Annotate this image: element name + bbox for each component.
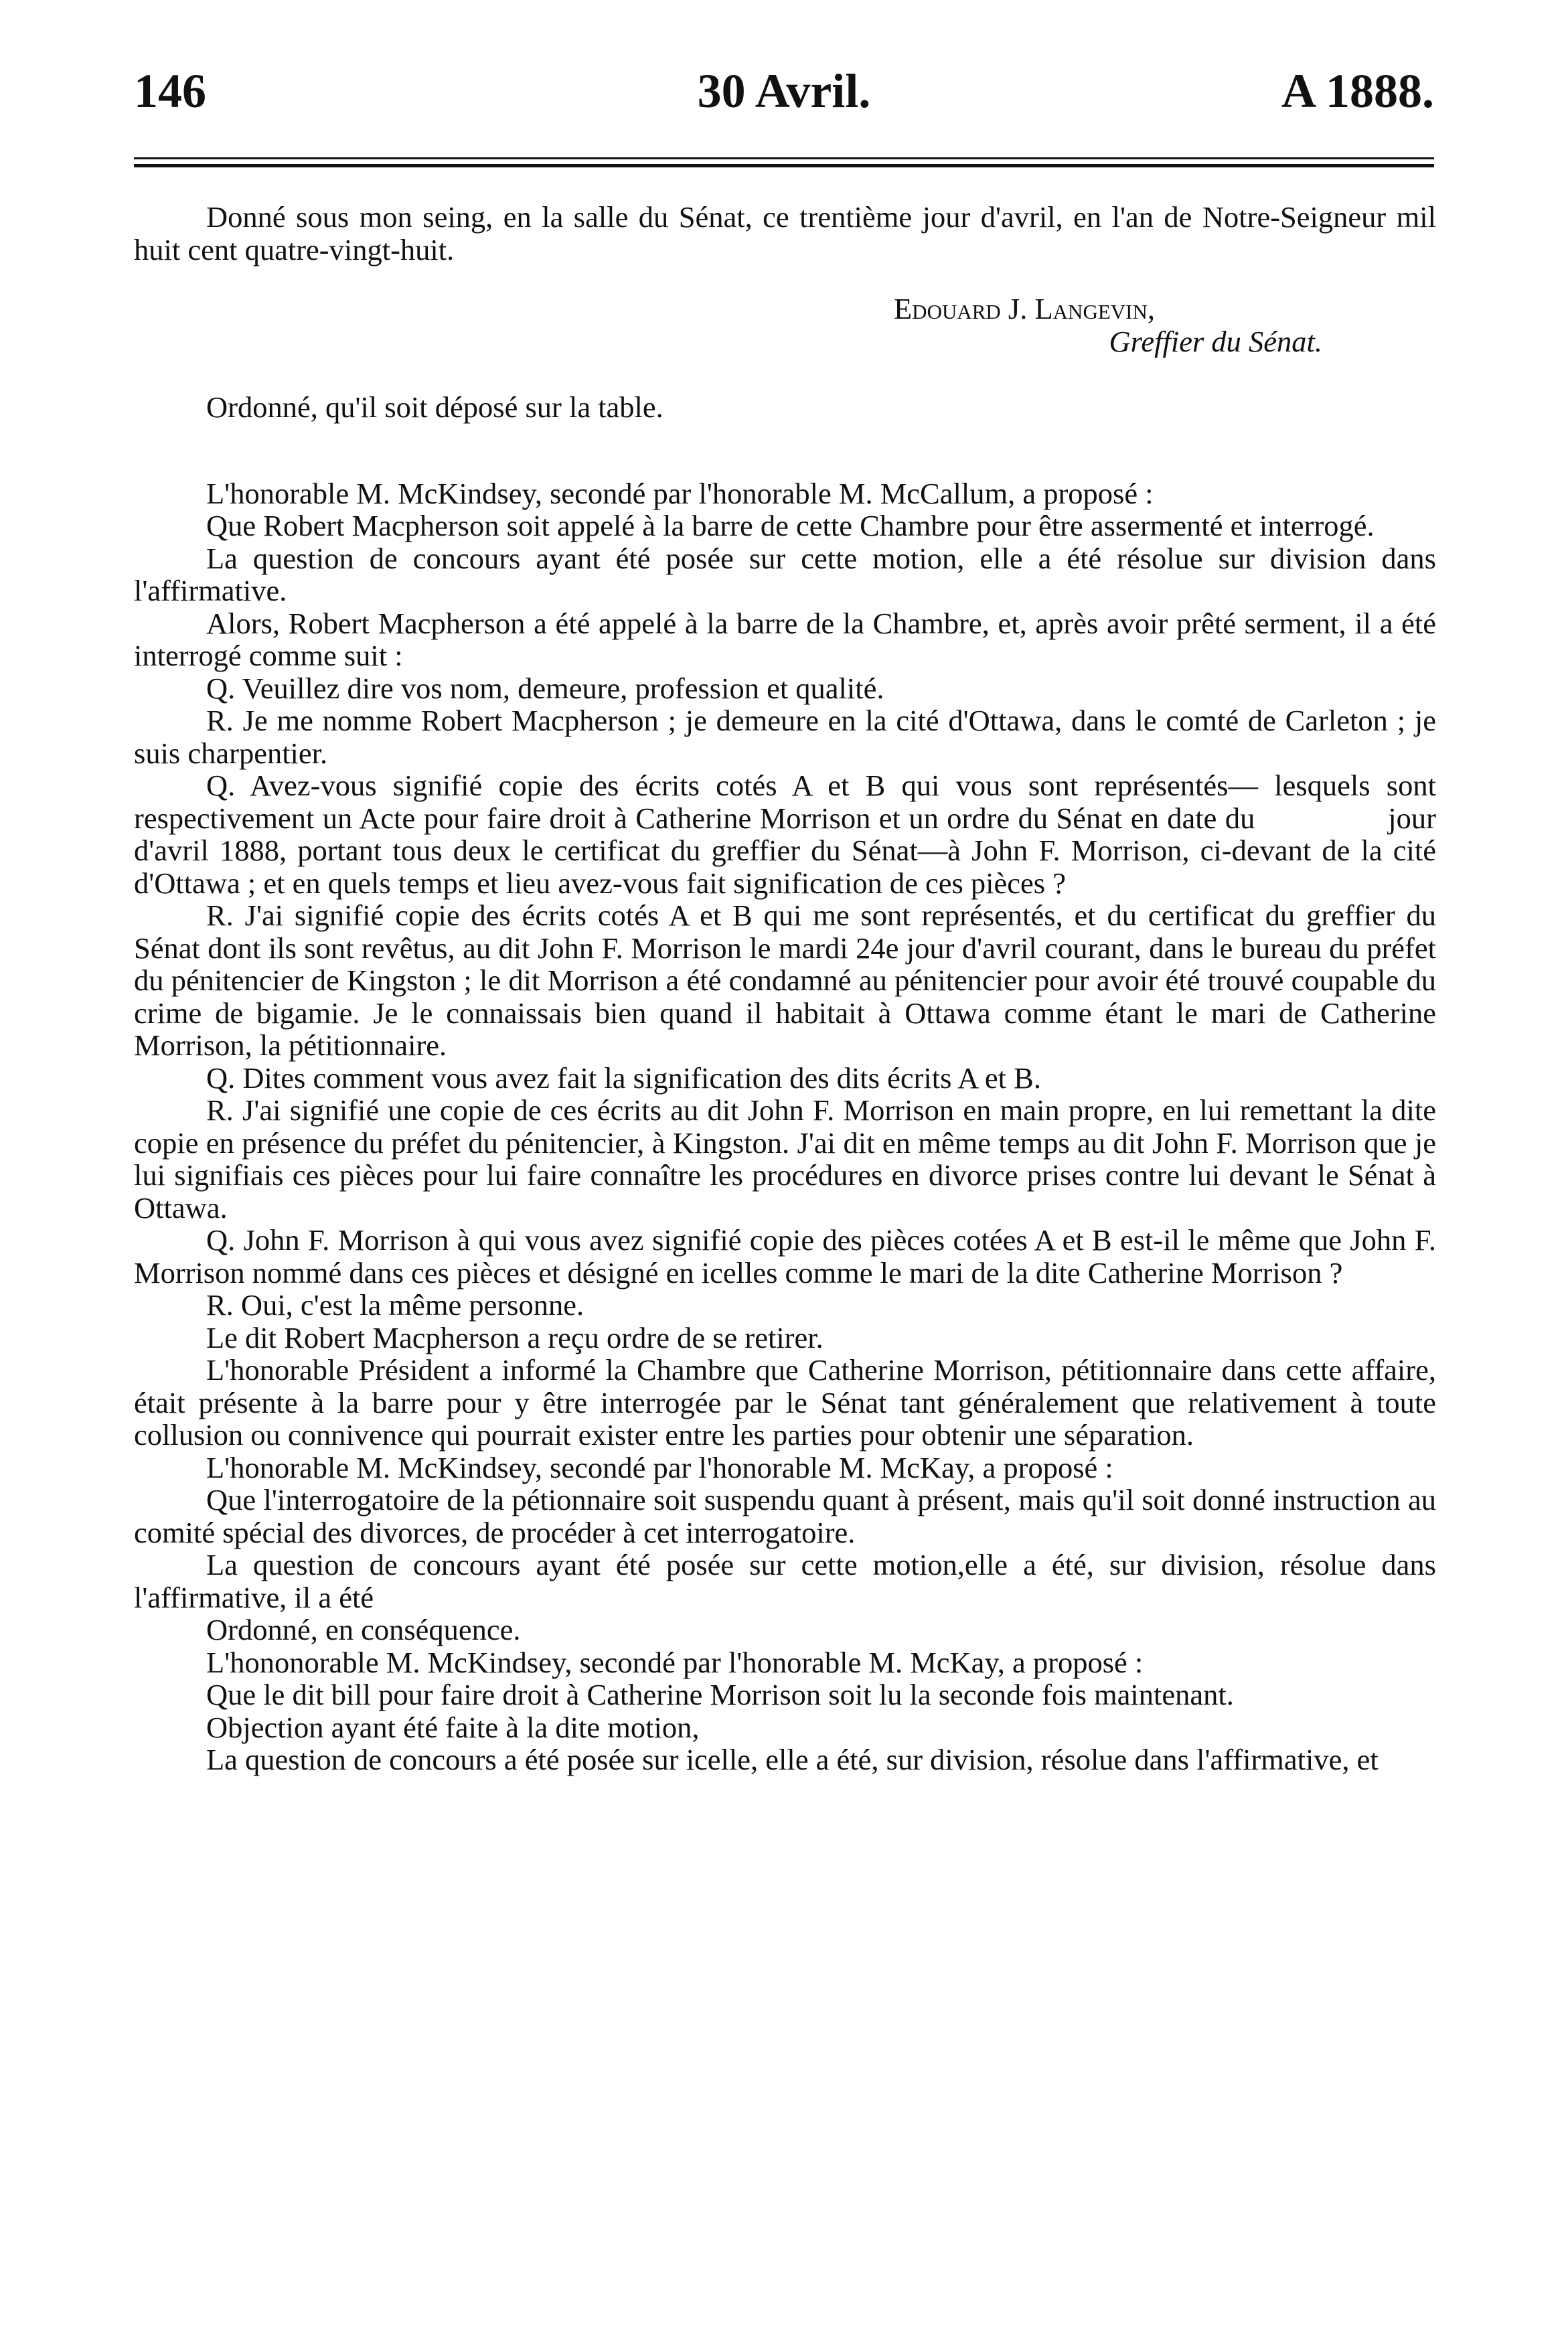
paragraph: Donné sous mon seing, en la salle du Sénat, ce trentième jour d'avril, en l'an de Notre-Seigneur mil huit cent quatre-vingt-huit. (134, 200, 1436, 266)
paragraph: Que le dit bill pour faire droit à Catherine Morrison soit lu la seconde fois maintenant. (206, 1678, 1234, 1711)
header-rule-thick (134, 164, 1434, 167)
header-rule-thin (134, 157, 1434, 159)
header-rule (134, 157, 1434, 171)
paragraph: Ordonné, qu'il soit déposé sur la table. (206, 390, 663, 424)
paragraph: Q. Avez-vous signifié copie des écrits cotés A et B qui vous sont représentés— lesquels sont respectivement un Acte pour faire droit à Catherine Morrison et un ordre du Sénat en date du jour d'avril 1888, portant tous deux le certificat du greffier du Sénat—à John F. Morrison, ci-devant de la cité d'Ottawa ; et en quels temps et lieu avez-vous fait signification de ces pièces ? (134, 769, 1444, 900)
signature-name: Edouard J. Langevin, (894, 292, 1155, 325)
paragraph: L'hononorable M. McKindsey, secondé par l'honorable M. McKay, a proposé : (206, 1645, 1144, 1679)
paragraph: Ordonné, en conséquence. (206, 1613, 521, 1646)
paragraph: R. Oui, c'est la même personne. (206, 1288, 584, 1322)
paragraph: Le dit Robert Macpherson a reçu ordre de se retirer. (206, 1320, 824, 1354)
paragraph: L'honorable Président a informé la Chambre que Catherine Morrison, pétitionnaire dans cette affaire, était présente à la barre pour y être interrogée par le Sénat tant généralement que relativement à toute collusion ou connivence qui pourrait exister entre les parties pour obtenir une séparation. (134, 1353, 1436, 1452)
signature-title: Greffier du Sénat. (1109, 324, 1322, 358)
paragraph: Que Robert Macpherson soit appelé à la barre de cette Chambre pour être assermenté et interrogé. (206, 509, 1375, 542)
header-year: A 1888. (1281, 64, 1434, 118)
paragraph: R. J'ai signifié copie des écrits cotés A et B qui me sont représentés, et du certificat du greffier du Sénat dont ils sont revêtus, au dit John F. Morrison le mardi 24e jour d'avril courant, dans le bureau du préfet du pénitencier de Kingston ; le dit Morrison a été condamné au pénitencier pour avoir été trouvé coupable du crime de bigamie. Je le connaissais bien quand il habitait à Ottawa comme étant le mari de Catherine Morrison, la pétitionnaire. (134, 898, 1436, 1062)
paragraph: R. Je me nomme Robert Macpherson ; je demeure en la cité d'Ottawa, dans le comté de Carleton ; je suis charpentier. (134, 704, 1436, 770)
paragraph: La question de concours ayant été posée sur cette motion,elle a été, sur division, résolue dans l'affirmative, il a été (134, 1548, 1436, 1614)
header-date: 30 Avril. (697, 64, 871, 118)
paragraph: La question de concours a été posée sur icelle, elle a été, sur division, résolue dans l'affirmative, et (206, 1743, 1379, 1776)
page-number: 146 (134, 64, 206, 118)
paragraph: Objection ayant été faite à la dite motion, (206, 1710, 700, 1744)
paragraph: R. J'ai signifié une copie de ces écrits au dit John F. Morrison en main propre, en lui remettant la dite copie en présence du préfet du pénitencier, à Kingston. J'ai dit en même temps au dit John F. Morrison que je lui signifiais ces pièces pour lui faire connaître les procédures en divorce prises contre lui devant le Sénat à Ottawa. (134, 1093, 1436, 1225)
paragraph: Que l'interrogatoire de la pétionnaire soit suspendu quant à présent, mais qu'il soit donné instruction au comité spécial des divorces, de procéder à cet interrogatoire. (134, 1483, 1436, 1549)
page-header (134, 64, 1434, 144)
paragraph: Q. John F. Morrison à qui vous avez signifié copie des pièces cotées A et B est-il le même que John F. Morrison nommé dans ces pièces et désigné en icelles comme le mari de la dite Catherine Morrison ? (134, 1223, 1436, 1290)
paragraph: Q. Veuillez dire vos nom, demeure, profession et qualité. (206, 671, 884, 705)
paragraph: Alors, Robert Macpherson a été appelé à la barre de la Chambre, et, après avoir prêté serment, il a été interrogé comme suit : (134, 606, 1436, 672)
paragraph: L'honorable M. McKindsey, secondé par l'honorable M. McKay, a proposé : (206, 1450, 1113, 1484)
paragraph: Q. Dites comment vous avez fait la signification des dits écrits A et B. (206, 1061, 1041, 1095)
body-text (134, 200, 1444, 1776)
paragraph: La question de concours ayant été posée sur cette motion, elle a été résolue sur division dans l'affirmative. (134, 541, 1436, 607)
paragraph: L'honorable M. McKindsey, secondé par l'honorable M. McCallum, a proposé : (206, 476, 1154, 510)
